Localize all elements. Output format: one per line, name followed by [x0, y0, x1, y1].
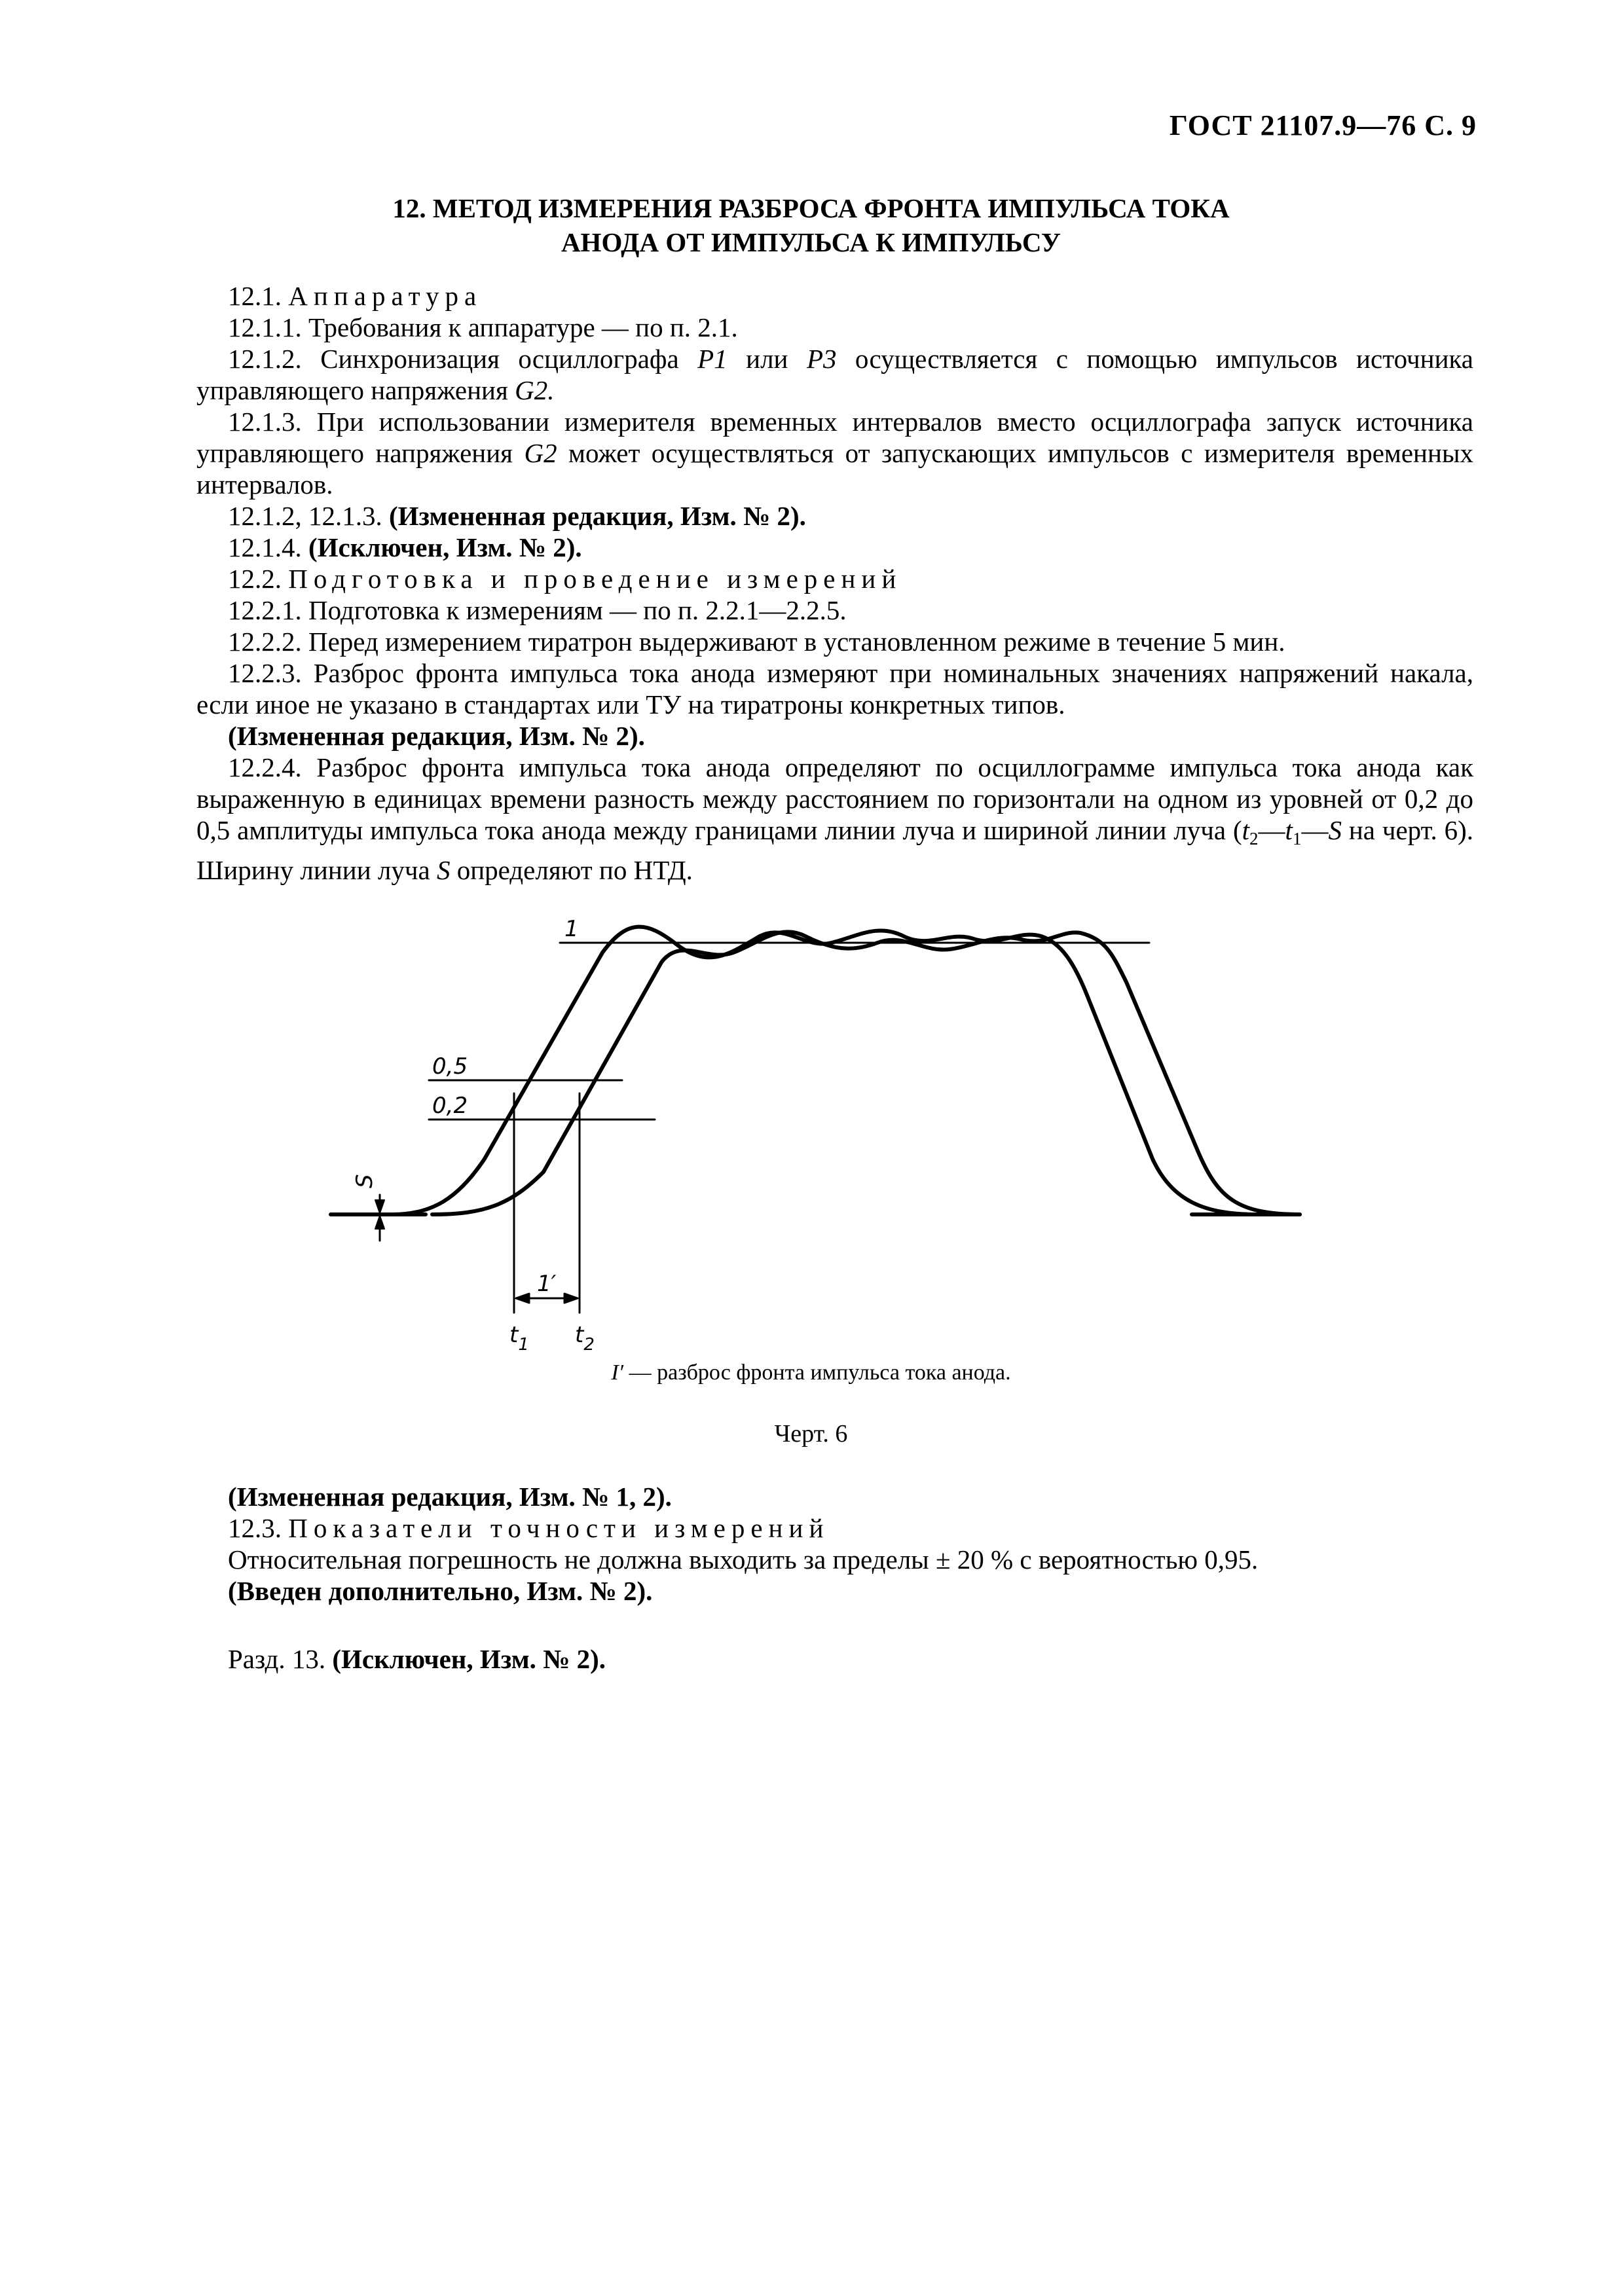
note-1-2: (Измененная редакция, Изм. № 1, 2).: [228, 1482, 672, 1512]
paragraph-12-3-note: (Введен дополнительно, Изм. № 2).: [228, 1576, 653, 1606]
t1-label: $t_1$: [509, 1322, 529, 1355]
s-arrowhead-top: [375, 1200, 384, 1213]
figure-name: Черт. 6: [774, 1420, 848, 1448]
page-header: ГОСТ 21107.9—76 С. 9: [1169, 109, 1477, 141]
section-title-line-1: 12. МЕТОД ИЗМЕРЕНИЯ РАЗБРОСА ФРОНТА ИМПУЛЬСА ТОКА: [392, 193, 1230, 223]
figure-caption: I′ — разброс фронта импульса тока анода.: [611, 1360, 1011, 1385]
paragraph-12-1-3: 12.1.3. При использовании измерителя временных интервалов вместо осциллографа запуск источника управляющего напряжения G2 может осуществляться от запускающих импульсов с измерителя временных интервалов.: [196, 407, 1473, 500]
paragraph-12-2-2: 12.2.2. Перед измерением тиратрон выдерживают в установленном режиме в течение 5 мин.: [228, 627, 1285, 657]
dimension-arrowhead-right: [564, 1294, 578, 1303]
paragraph-12-2-3: 12.2.3. Разброс фронта импульса тока анода измеряют при номинальных значениях напряжений накала, если иное не указано в стандартах или ТУ на тиратроны конкретных типов.: [196, 658, 1473, 720]
level-label-02: 0,2: [432, 1093, 468, 1119]
paragraph-12-2-3-note: (Измененная редакция, Изм. № 2).: [228, 721, 645, 751]
section-title-line-2: АНОДА ОТ ИМПУЛЬСА К ИМПУЛЬСУ: [561, 227, 1061, 257]
paragraph-12-3: 12.3. Показатели точности измерений: [228, 1513, 830, 1543]
section-body-continued: [196, 1481, 1473, 1607]
dimension-label-1prime: 1′: [537, 1271, 557, 1297]
s-label: S: [352, 1174, 378, 1188]
paragraph-12-2: 12.2. Подготовка и проведение измерений: [228, 564, 902, 594]
waveform-left: [393, 927, 1257, 1214]
razd-13: Разд. 13. (Исключен, Изм. № 2).: [228, 1644, 606, 1674]
level-label-1: 1: [564, 916, 579, 942]
clause-title: Аппаратура: [288, 281, 483, 311]
s-arrowhead-bottom: [375, 1216, 384, 1229]
clause-number: 12.1.: [228, 281, 282, 311]
t2-label: $t_2$: [575, 1322, 595, 1355]
paragraph-12-1-4: 12.1.4. (Исключен, Изм. № 2).: [228, 532, 582, 562]
paragraph-12-1-2: 12.1.2. Синхронизация осциллографа P1 или P3 осуществляется с помощью импульсов источника управляющего напряжения G2.: [196, 344, 1474, 405]
dimension-arrowhead-left: [516, 1294, 529, 1303]
paragraph-12-1-1: 12.1.1. Требования к аппаратуре — по п. 2.1.: [228, 312, 738, 342]
waveform-right: [432, 932, 1300, 1214]
paragraph-12-1-2-3-note: 12.1.2, 12.1.3. (Измененная редакция, Изм. № 2).: [228, 501, 806, 531]
section-13-removed: [196, 1643, 1473, 1675]
paragraph-12-2-4: 12.2.4. Разброс фронта импульса тока анода определяют по осциллограмме импульса тока анода как выраженную в единицах времени разность между расстоянием по горизонтали на одном из уровней от 0,2 до 0,5 амплитуды импульса тока анода между границами линии луча и шириной линии луча ($t_2—t_1—S$ на черт. 6). Ширину линии луча S определяют по НТД.: [196, 752, 1473, 885]
paragraph-12-2-1: 12.2.1. Подготовка к измерениям — по п. 2.2.1—2.2.5.: [228, 595, 847, 625]
paragraph-12-3-text: Относительная погрешность не должна выходить за пределы ± 20 % с вероятностью 0,95.: [228, 1544, 1259, 1575]
level-label-05: 0,5: [432, 1053, 468, 1080]
